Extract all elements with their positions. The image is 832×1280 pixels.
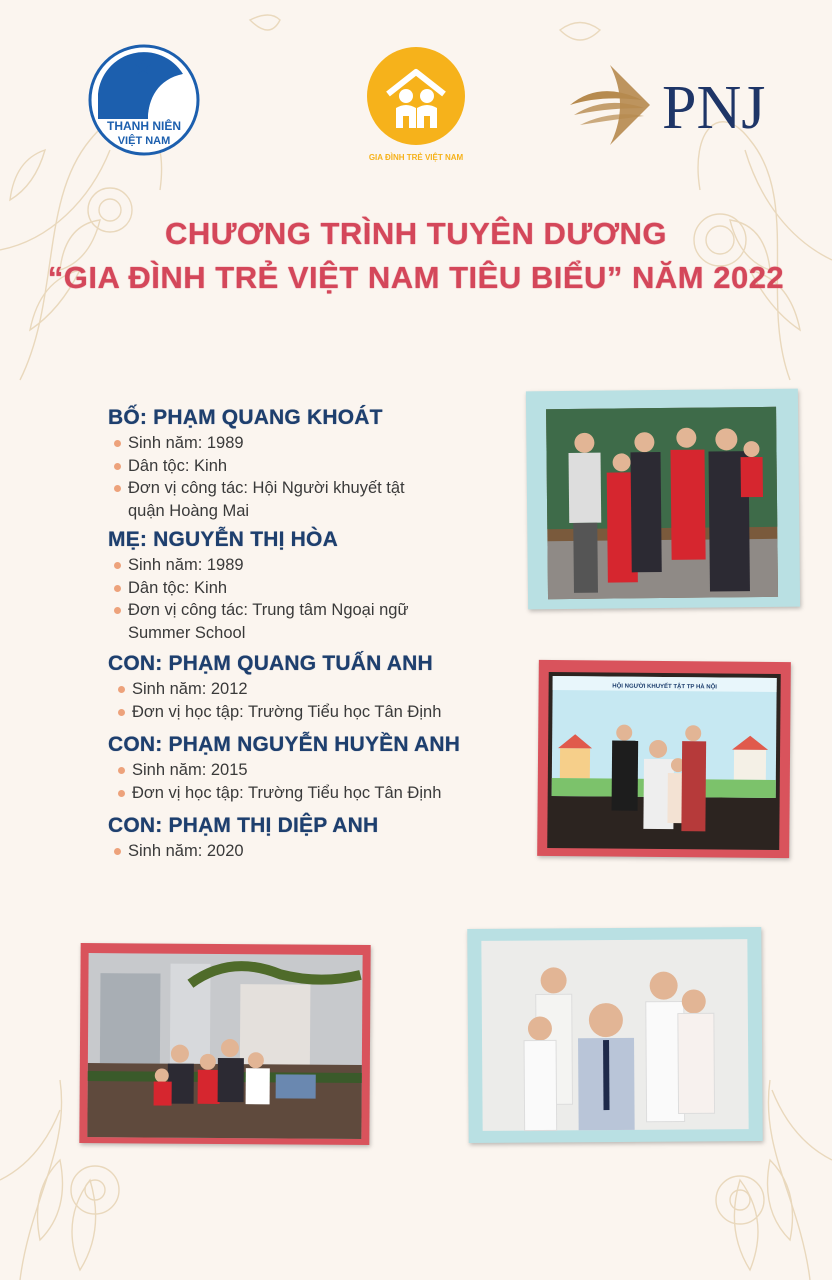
member-father xyxy=(108,406,468,522)
detail-item: Sinh năm: 2015 xyxy=(118,759,468,782)
detail-item: Sinh năm: 2020 xyxy=(114,840,468,863)
family-photo-2 xyxy=(537,660,791,858)
family-photo-1 xyxy=(526,389,800,610)
pnj-logo xyxy=(570,60,790,150)
thanh-nien-line1: THANH NIÊN xyxy=(107,119,181,133)
member-daughter-1 xyxy=(108,733,468,804)
member-mother xyxy=(108,528,468,644)
member-son xyxy=(108,652,468,723)
detail-item: Đơn vị công tác: Trung tâm Ngoại ngữ Summer School xyxy=(114,599,428,644)
title-line-1: CHƯƠNG TRÌNH TUYÊN DƯƠNG xyxy=(164,216,668,251)
member-daughter-2 xyxy=(108,814,468,863)
pnj-wordmark: PNJ xyxy=(662,74,766,142)
detail-item: Dân tộc: Kinh xyxy=(114,577,468,600)
detail-item: Đơn vị công tác: Hội Người khuyết tật quận Hoàng Mai xyxy=(114,477,428,522)
member-name: BỐ: PHẠM QUANG KHOÁT xyxy=(108,406,383,429)
family-photo-3 xyxy=(79,943,370,1145)
detail-item: Đơn vị học tập: Trường Tiểu học Tân Định xyxy=(118,701,468,724)
event-screen-text: HỘI NGƯỜI KHUYẾT TẬT TP HÀ NỘI xyxy=(612,683,717,691)
thanh-nien-line2: VIỆT NAM xyxy=(117,135,171,147)
member-name: CON: PHẠM NGUYỄN HUYỀN ANH xyxy=(108,733,461,756)
detail-item: Sinh năm: 2012 xyxy=(118,678,468,701)
family-info xyxy=(108,406,468,863)
detail-item: Dân tộc: Kinh xyxy=(114,455,468,478)
title-line-2: “GIA ĐÌNH TRẺ VIỆT NAM TIÊU BIỂU” NĂM 2022 xyxy=(47,260,785,295)
member-name: CON: PHẠM THỊ DIỆP ANH xyxy=(108,814,379,837)
detail-item: Sinh năm: 1989 xyxy=(114,554,468,577)
detail-item: Đơn vị học tập: Trường Tiểu học Tân Định xyxy=(118,782,468,805)
family-photo-4 xyxy=(467,927,762,1143)
detail-item: Sinh năm: 1989 xyxy=(114,432,468,455)
member-name: MẸ: NGUYỄN THỊ HÒA xyxy=(108,528,338,551)
gia-dinh-tre-logo xyxy=(362,46,470,164)
member-name: CON: PHẠM QUANG TUẤN ANH xyxy=(108,652,433,675)
thanh-nien-viet-nam-logo xyxy=(88,44,200,156)
gia-dinh-tre-caption: GIA ĐÌNH TRẺ VIỆT NAM xyxy=(368,153,464,162)
